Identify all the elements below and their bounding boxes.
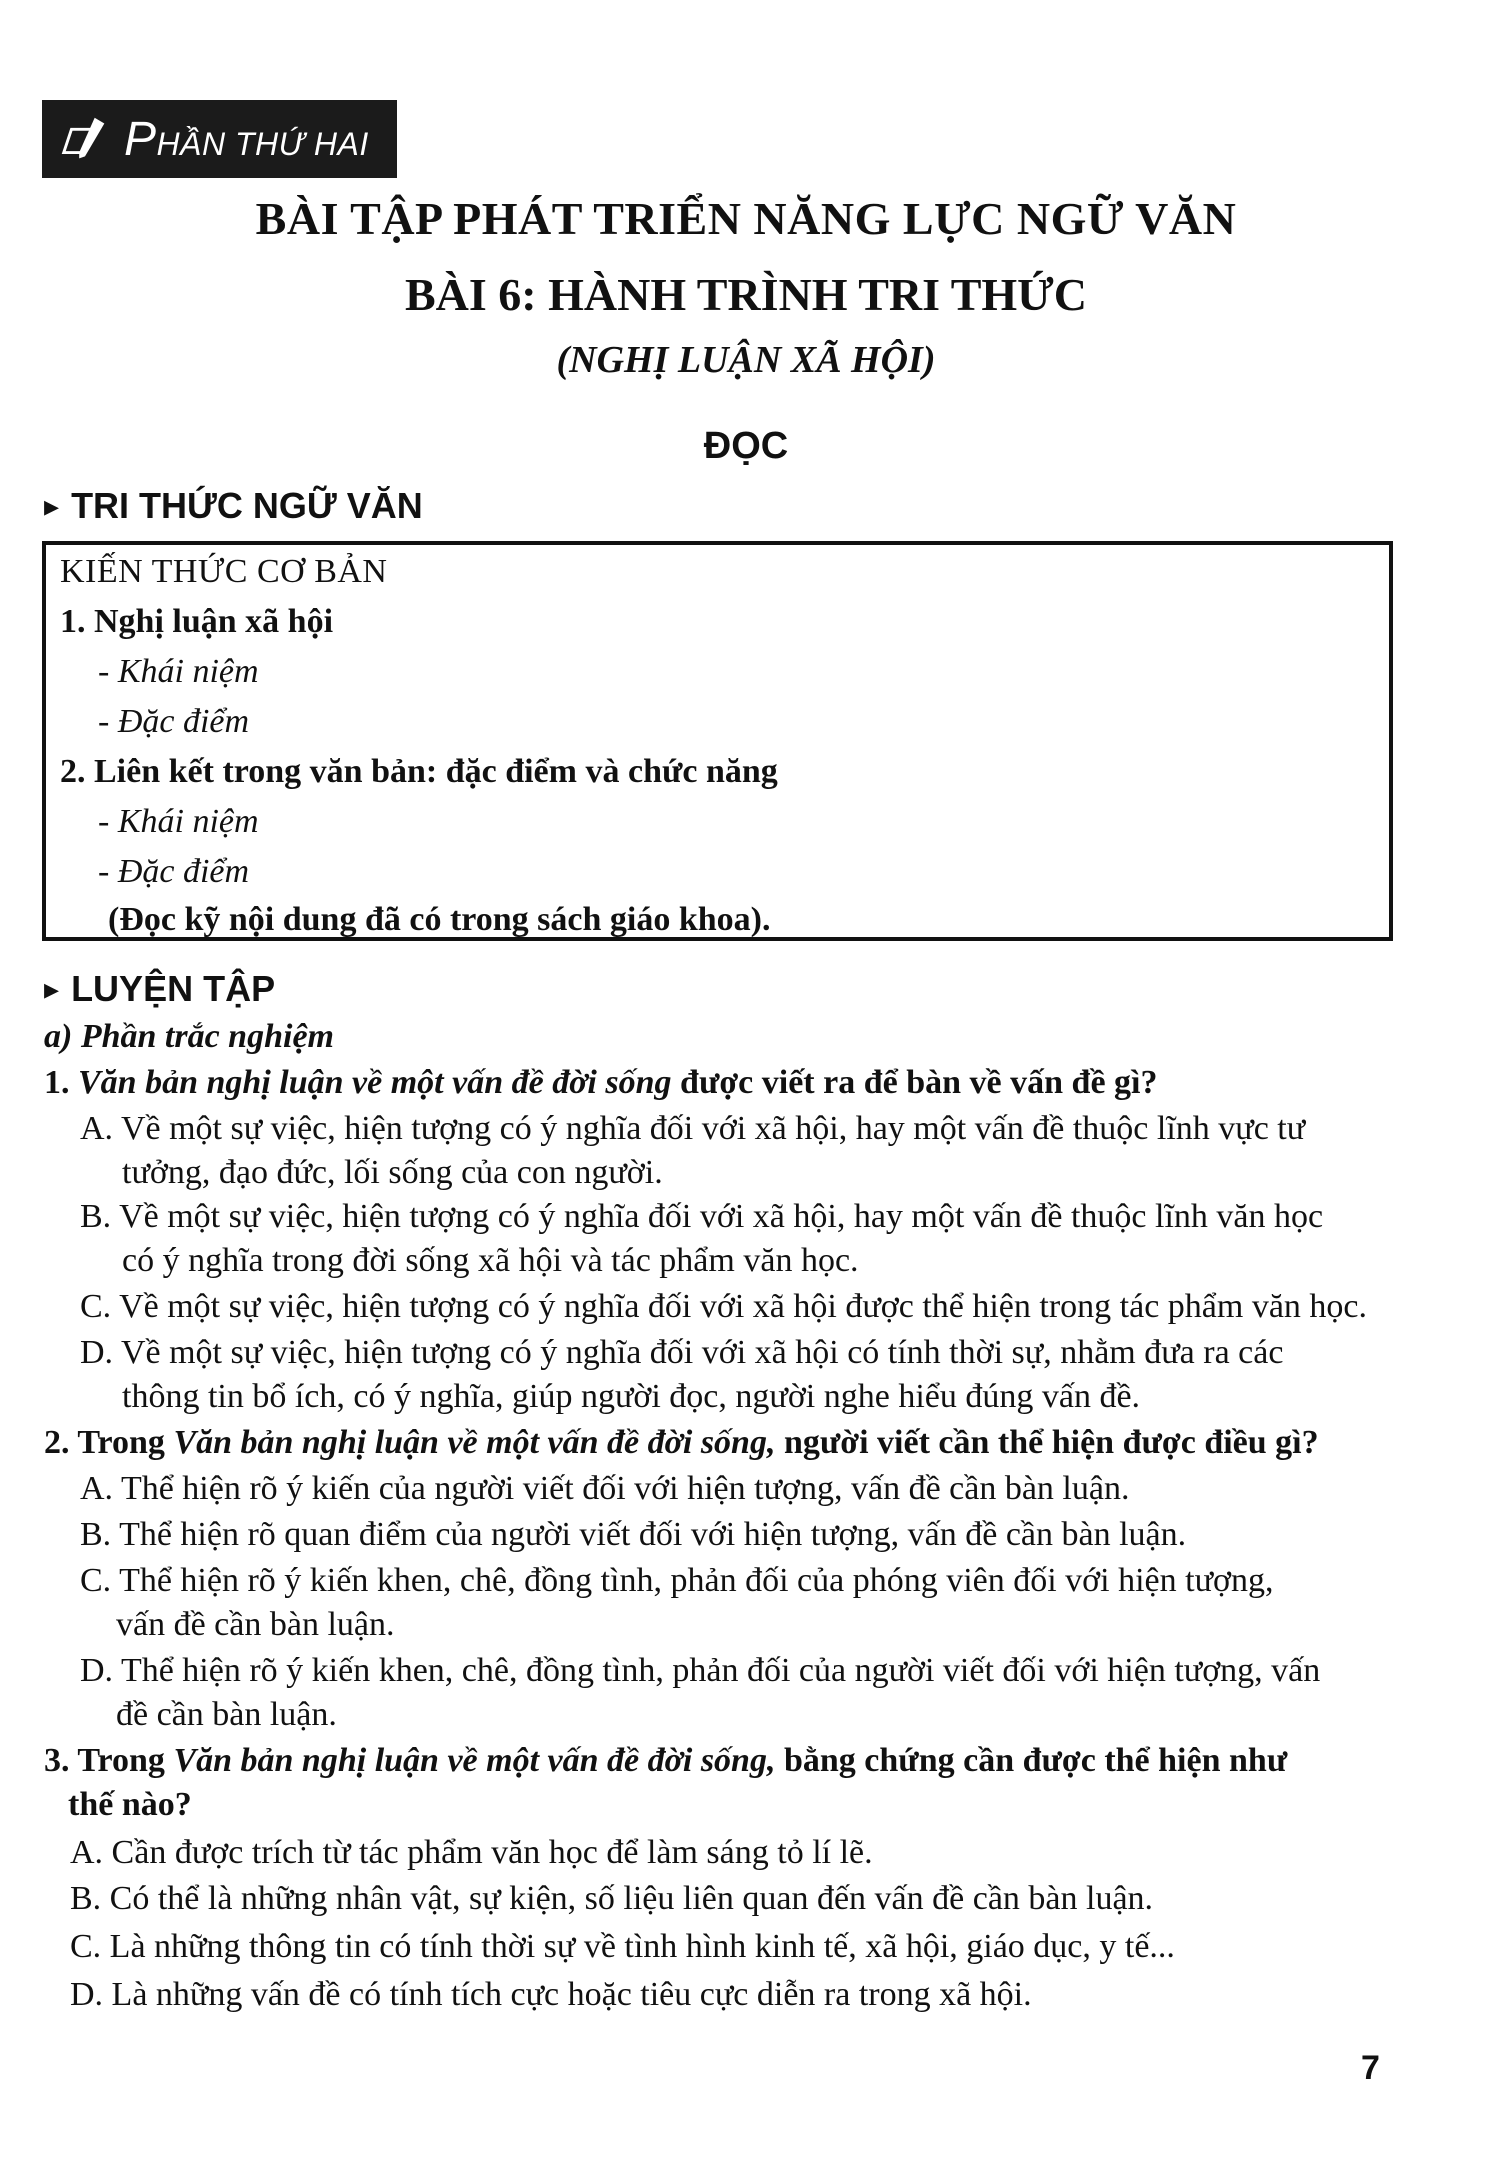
lesson-title: BÀI 6: HÀNH TRÌNH TRI THỨC: [404, 269, 1088, 320]
question-1: 1. Văn bản nghị luận về một vấn đề đời sống được viết ra để bàn về vấn đề gì?: [44, 1064, 1158, 1101]
knowledge-item-2a: - Khái niệm: [98, 803, 259, 840]
knowledge-box: [42, 541, 1393, 941]
q1-option-a: A. Về một sự việc, hiện tượng có ý nghĩa đối với xã hội, hay một vấn đề thuộc lĩnh vực tư: [80, 1110, 1306, 1147]
q2-option-a: A. Thể hiện rõ ý kiến của người viết đối với hiện tượng, vấn đề cần bàn luận.: [80, 1470, 1130, 1507]
knowledge-note: (Đọc kỹ nội dung đã có trong sách giáo khoa).: [108, 901, 771, 938]
question-3-cont: thế nào?: [68, 1786, 192, 1823]
knowledge-item-2: 2. Liên kết trong văn bản: đặc điểm và chức năng: [60, 753, 778, 790]
question-3: 3. Trong Văn bản nghị luận về một vấn đề đời sống, bằng chứng cần được thể hiện như: [44, 1742, 1288, 1779]
part-banner: [42, 100, 397, 178]
main-title: BÀI TẬP PHÁT TRIỂN NĂNG LỰC NGỮ VĂN: [255, 193, 1237, 244]
section-knowledge: [44, 485, 423, 527]
q3-option-b: B. Có thể là những nhân vật, sự kiện, số liệu liên quan đến vấn đề cần bàn luận.: [70, 1880, 1154, 1917]
knowledge-item-1: 1. Nghị luận xã hội: [60, 603, 334, 640]
chevron-right-icon: ▸: [44, 972, 60, 1006]
page-number: 7: [1361, 2049, 1380, 2087]
q1-option-b: B. Về một sự việc, hiện tượng có ý nghĩa đối với xã hội, hay một vấn đề thuộc lĩnh văn học: [80, 1198, 1324, 1235]
chevron-right-icon: ▸: [44, 489, 60, 523]
q1-option-a-cont: tưởng, đạo đức, lối sống của con người.: [122, 1154, 663, 1191]
q2-option-d: D. Thể hiện rõ ý kiến khen, chê, đồng tình, phản đối của người viết đối với hiện tượng, vấn: [80, 1652, 1321, 1689]
knowledge-item-2b: - Đặc điểm: [98, 853, 250, 890]
q2-option-d-cont: đề cần bàn luận.: [116, 1696, 337, 1733]
q1-option-d-cont: thông tin bổ ích, có ý nghĩa, giúp người đọc, người nghe hiểu đúng vấn đề.: [122, 1378, 1141, 1415]
knowledge-box-title: KIẾN THỨC CƠ BẢN: [60, 553, 388, 590]
q2-option-c-cont: vấn đề cần bàn luận.: [116, 1606, 395, 1643]
genre-subtitle: (NGHỊ LUẬN XÃ HỘI): [556, 339, 936, 381]
part-label: PHẦN THỨ HAI: [124, 112, 369, 166]
q3-option-c: C. Là những thông tin có tính thời sự về tình hình kinh tế, xã hội, giáo dục, y tế...: [70, 1928, 1175, 1965]
pencil-book-icon: [56, 110, 114, 168]
practice-subhead: a) Phần trắc nghiệm: [44, 1018, 334, 1055]
question-2: 2. Trong Văn bản nghị luận về một vấn đề đời sống, người viết cần thể hiện được điều gì?: [44, 1424, 1319, 1461]
q3-option-a: A. Cần được trích từ tác phẩm văn học để làm sáng tỏ lí lẽ.: [70, 1834, 873, 1871]
reading-heading: ĐỌC: [703, 425, 789, 467]
q1-option-b-cont: có ý nghĩa trong đời sống xã hội và tác phẩm văn học.: [122, 1242, 859, 1279]
section-practice-label: LUYỆN TẬP: [71, 968, 276, 1009]
q1-option-d: D. Về một sự việc, hiện tượng có ý nghĩa đối với xã hội có tính thời sự, nhằm đưa ra các: [80, 1334, 1284, 1371]
q3-option-d: D. Là những vấn đề có tính tích cực hoặc tiêu cực diễn ra trong xã hội.: [70, 1976, 1032, 2013]
knowledge-item-1a: - Khái niệm: [98, 653, 259, 690]
section-practice: [44, 968, 275, 1010]
knowledge-item-1b: - Đặc điểm: [98, 703, 250, 740]
section-knowledge-label: TRI THỨC NGỮ VĂN: [71, 485, 423, 526]
q2-option-b: B. Thể hiện rõ quan điểm của người viết đối với hiện tượng, vấn đề cần bàn luận.: [80, 1516, 1187, 1553]
q2-option-c: C. Thể hiện rõ ý kiến khen, chê, đồng tình, phản đối của phóng viên đối với hiện tượng,: [80, 1562, 1274, 1599]
q1-option-c: C. Về một sự việc, hiện tượng có ý nghĩa đối với xã hội được thể hiện trong tác phẩm văn học.: [80, 1288, 1368, 1325]
